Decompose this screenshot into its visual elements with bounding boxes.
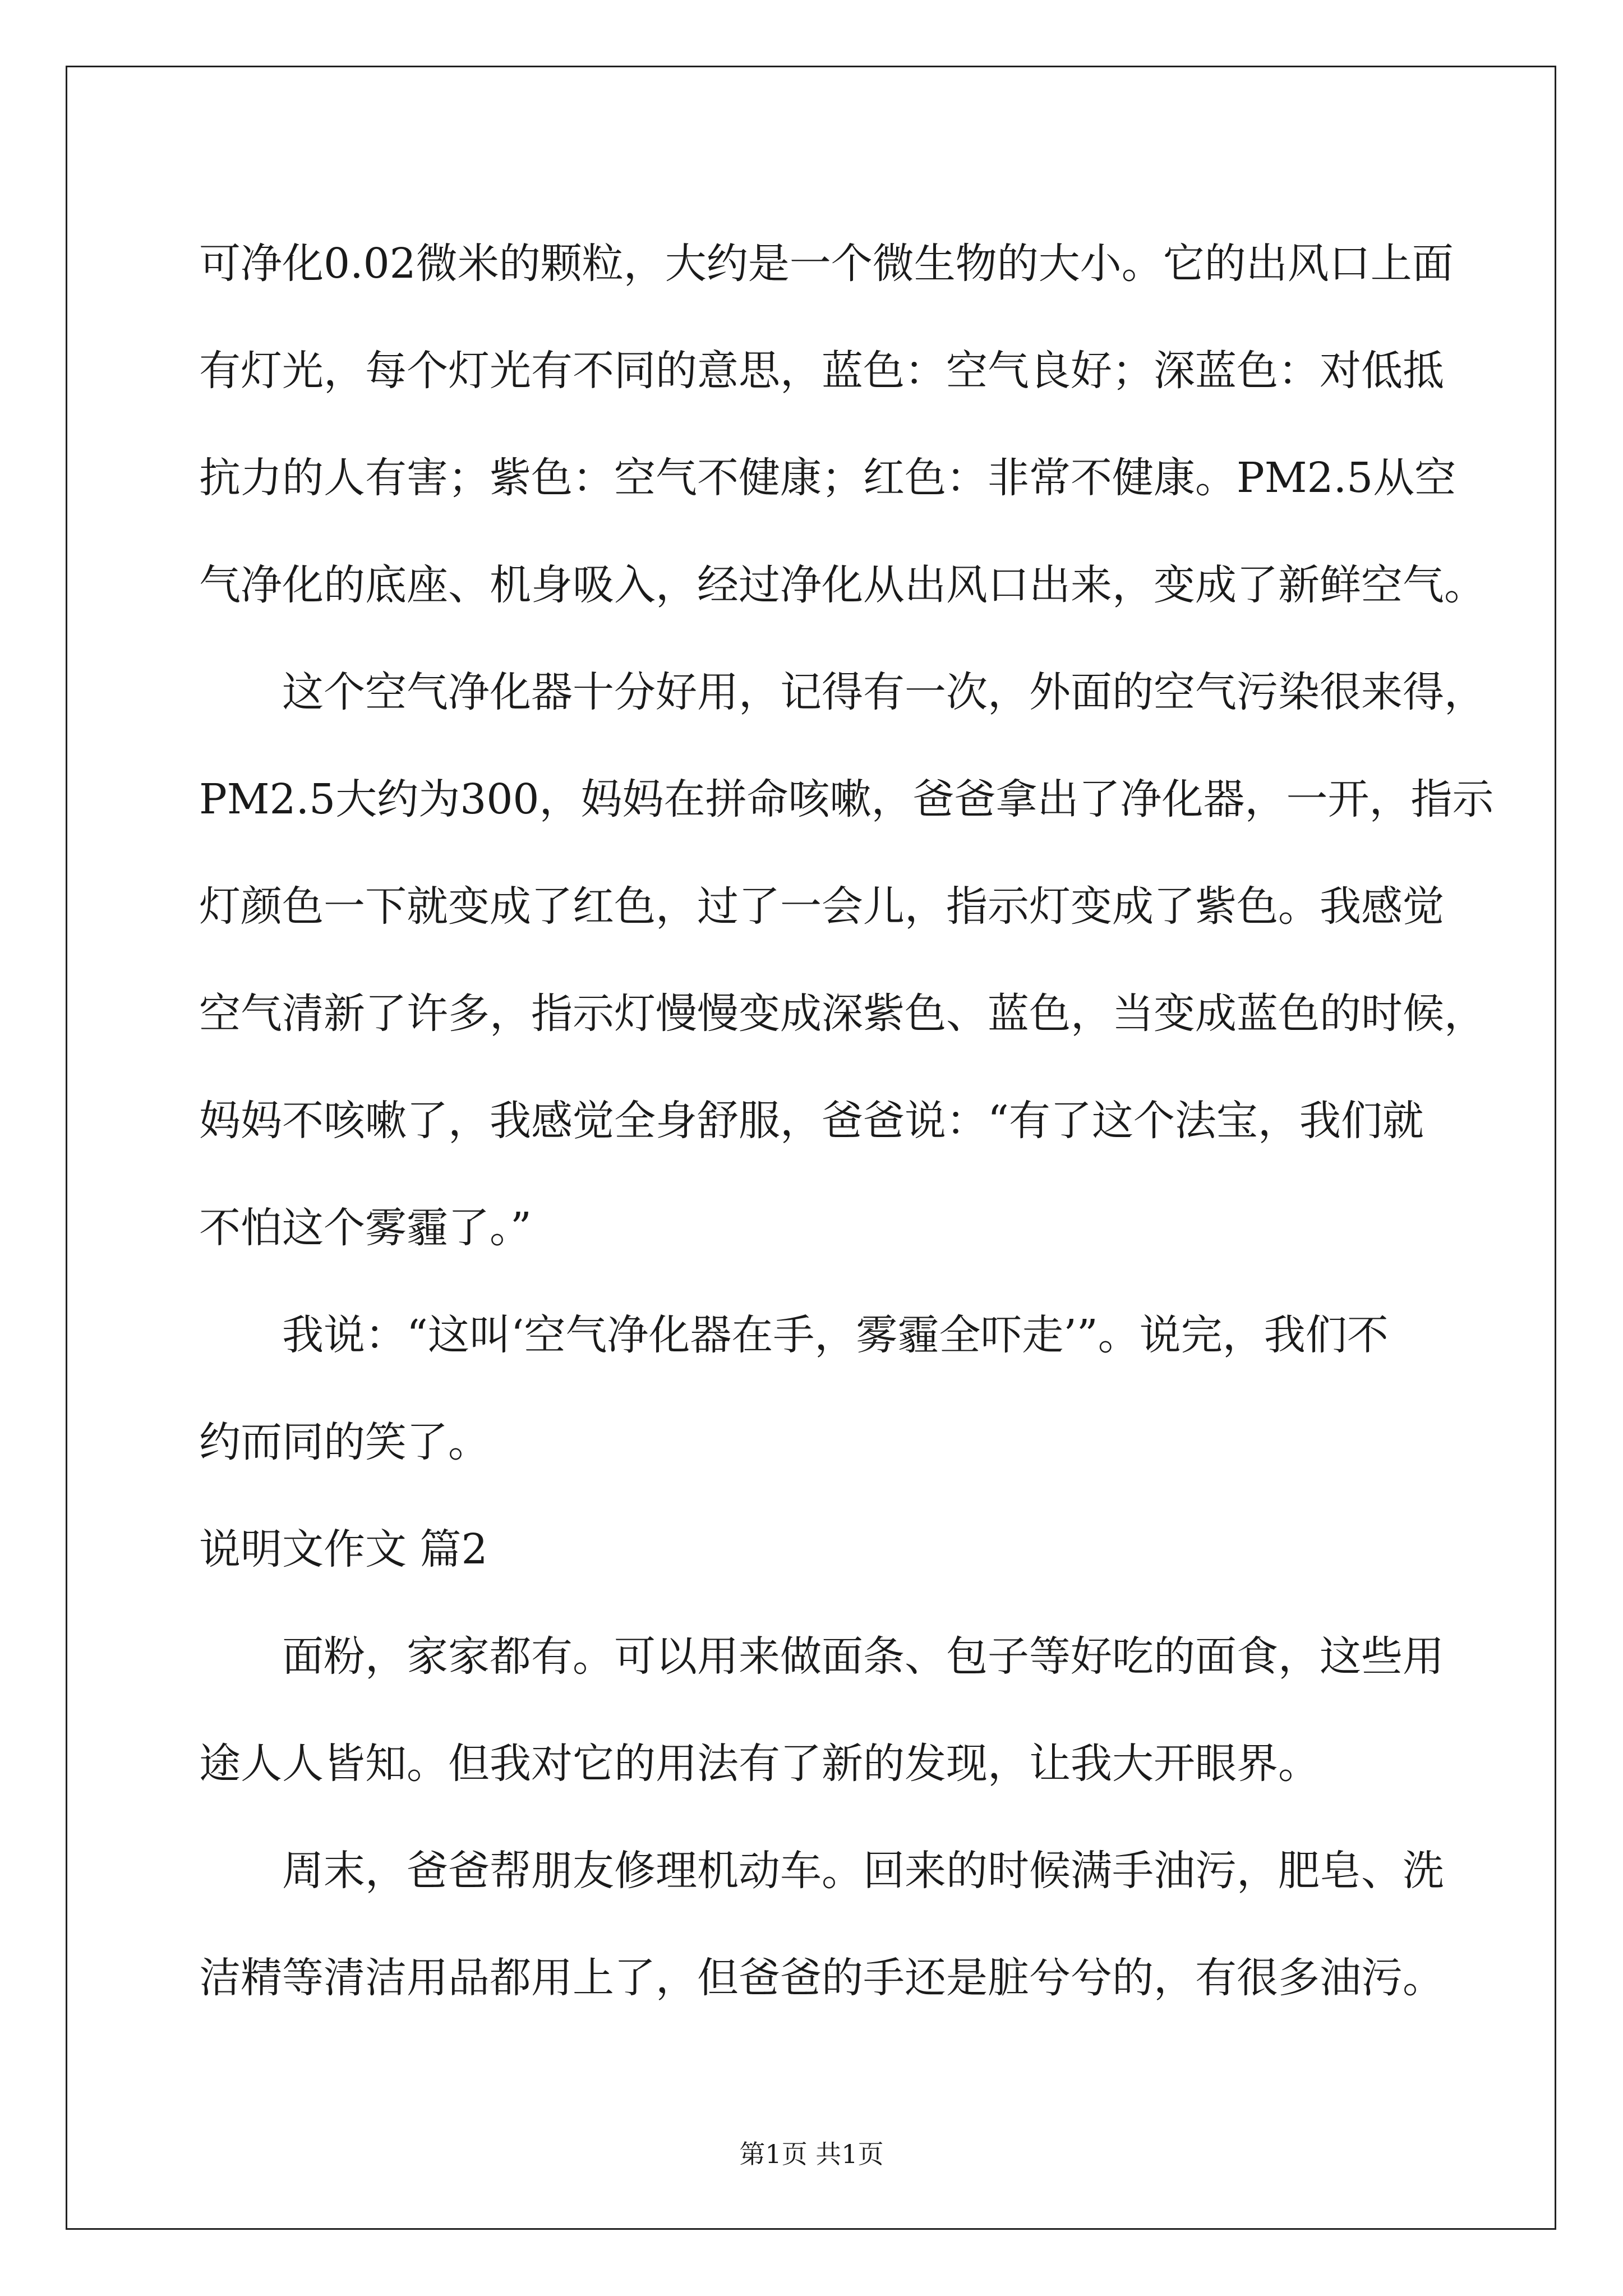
text-line: 不怕这个雾霾了。” <box>199 1204 532 1252</box>
text-line: 途人人皆知。但我对它的用法有了新的发现，让我大开眼界。 <box>199 1740 1320 1788</box>
text-line: 空气清新了许多，指示灯慢慢变成深紫色、蓝色，当变成蓝色的时候， <box>199 990 1486 1038</box>
section-heading: 说明文作文 篇2 <box>199 1525 488 1573</box>
paragraph-first-line: 面粉，家家都有。可以用来做面条、包子等好吃的面食，这些用 <box>282 1632 1444 1681</box>
text-line: 可净化0.02微米的颗粒，大约是一个微生物的大小。它的出风口上面 <box>199 240 1454 288</box>
text-line: 气净化的底座、机身吸入，经过净化从出风口出来，变成了新鲜空气。 <box>199 561 1486 609</box>
text-line: 灯颜色一下就变成了红色，过了一会儿，指示灯变成了紫色。我感觉 <box>199 882 1444 931</box>
text-line: 有灯光，每个灯光有不同的意思，蓝色：空气良好；深蓝色：对低抵 <box>199 347 1444 395</box>
page-footer: 第1页 共1页 <box>739 2139 884 2169</box>
text-line: 抗力的人有害；紫色：空气不健康；红色：非常不健康。PM2.5从空 <box>199 454 1456 502</box>
paragraph-first-line: 我说：“这叫‘空气净化器在手，雾霾全吓走’”。说完，我们不 <box>282 1311 1389 1359</box>
text-line: 妈妈不咳嗽了，我感觉全身舒服，爸爸说：“有了这个法宝，我们就 <box>199 1097 1424 1145</box>
document-body <box>199 210 1494 2032</box>
paragraph-first-line: 周末，爸爸帮朋友修理机动车。回来的时候满手油污，肥皂、洗 <box>282 1847 1444 1895</box>
paragraph-first-line: 这个空气净化器十分好用，记得有一次，外面的空气污染很来得， <box>282 668 1486 716</box>
text-line: 洁精等清洁用品都用上了，但爸爸的手还是脏兮兮的，有很多油污。 <box>199 1954 1444 2002</box>
text-line: 约而同的笑了。 <box>199 1418 490 1466</box>
text-line: PM2.5大约为300，妈妈在拼命咳嗽，爸爸拿出了净化器，一开，指示 <box>199 775 1494 823</box>
